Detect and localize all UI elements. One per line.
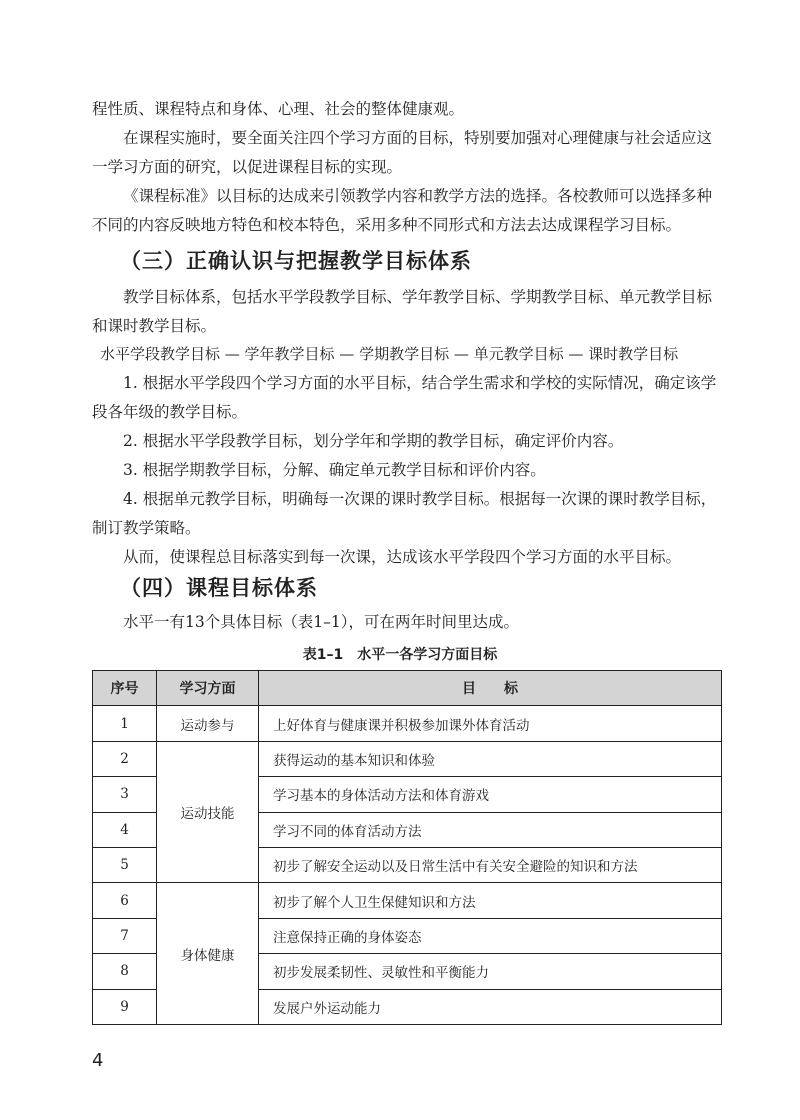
row-goal: 学习基本的身体活动方法和体育游戏 — [259, 777, 722, 812]
row-num: 2 — [93, 741, 157, 776]
row-goal: 初步发展柔韧性、灵敏性和平衡能力 — [259, 954, 722, 989]
row-area: 运动技能 — [157, 741, 259, 883]
paragraph-implementation: 在课程实施时，要全面关注四个学习方面的目标，特别要加强对心理健康与社会适应这一学习方面的研究，以促进课程目标的实现。 — [92, 129, 713, 176]
table-row — [93, 883, 722, 918]
row-num: 3 — [93, 777, 157, 812]
section-heading-4: （四）课程目标体系 — [120, 576, 318, 600]
row-area: 身体健康 — [157, 883, 259, 1025]
section-heading-3: （三）正确认识与把握教学目标体系 — [120, 249, 472, 273]
row-num: 5 — [93, 847, 157, 882]
row-num: 7 — [93, 918, 157, 953]
table-row — [93, 741, 722, 776]
list-item-1: 1. 根据水平学段四个学习方面的水平目标，结合学生需求和学校的实际情况，确定该学段各年级的教学目标。 — [92, 374, 717, 421]
header-num: 序号 — [93, 671, 157, 706]
list-item-4: 4. 根据单元教学目标，明确每一次课的课时教学目标。根据每一次课的课时教学目标，制订教学策略。 — [92, 490, 717, 537]
row-num: 8 — [93, 954, 157, 989]
header-area: 学习方面 — [157, 671, 259, 706]
paragraph-conclusion: 从而，使课程总目标落实到每一次课，达成该水平学段四个学习方面的水平目标。 — [123, 548, 682, 566]
row-area: 运动参与 — [157, 706, 259, 741]
page-number: 4 — [92, 1050, 104, 1071]
header-goal: 目 标 — [259, 671, 722, 706]
paragraph-continuation: 程性质、课程特点和身体、心理、社会的整体健康观。 — [92, 100, 465, 118]
row-goal: 注意保持正确的身体姿态 — [259, 918, 722, 953]
paragraph-standards: 《课程标准》以目标的达成来引领教学内容和教学方法的选择。各校教师可以选择多种不同的内容反映地方特色和校本特色，采用多种不同形式和方法去达成课程学习目标。 — [92, 187, 713, 234]
row-goal: 初步了解安全运动以及日常生活中有关安全避险的知识和方法 — [259, 847, 722, 882]
row-num: 9 — [93, 989, 157, 1024]
goals-table — [92, 670, 722, 1025]
table-row — [93, 706, 722, 741]
row-goal: 获得运动的基本知识和体验 — [259, 741, 722, 776]
row-num: 4 — [93, 812, 157, 847]
table-caption: 表1–1 水平一各学习方面目标 — [302, 647, 498, 663]
paragraph-level-one: 水平一有13个具体目标（表1–1），可在两年时间里达成。 — [123, 613, 519, 631]
table-header-row — [93, 671, 722, 706]
row-goal: 上好体育与健康课并积极参加课外体育活动 — [259, 706, 722, 741]
row-goal: 学习不同的体育活动方法 — [259, 812, 722, 847]
paragraph-goal-system: 教学目标体系，包括水平学段教学目标、学年教学目标、学期教学目标、单元教学目标和课时教学目标。 — [92, 288, 713, 335]
goal-flow-line: 水平学段教学目标 — 学年教学目标 — 学期教学目标 — 单元教学目标 — 课时教学目标 — [100, 345, 679, 363]
row-num: 6 — [93, 883, 157, 918]
row-goal: 初步了解个人卫生保健知识和方法 — [259, 883, 722, 918]
row-num: 1 — [93, 706, 157, 741]
list-item-3: 3. 根据学期教学目标，分解、确定单元教学目标和评价内容。 — [123, 461, 546, 479]
list-item-2: 2. 根据水平学段教学目标，划分学年和学期的教学目标，确定评价内容。 — [123, 432, 624, 450]
row-goal: 发展户外运动能力 — [259, 989, 722, 1024]
